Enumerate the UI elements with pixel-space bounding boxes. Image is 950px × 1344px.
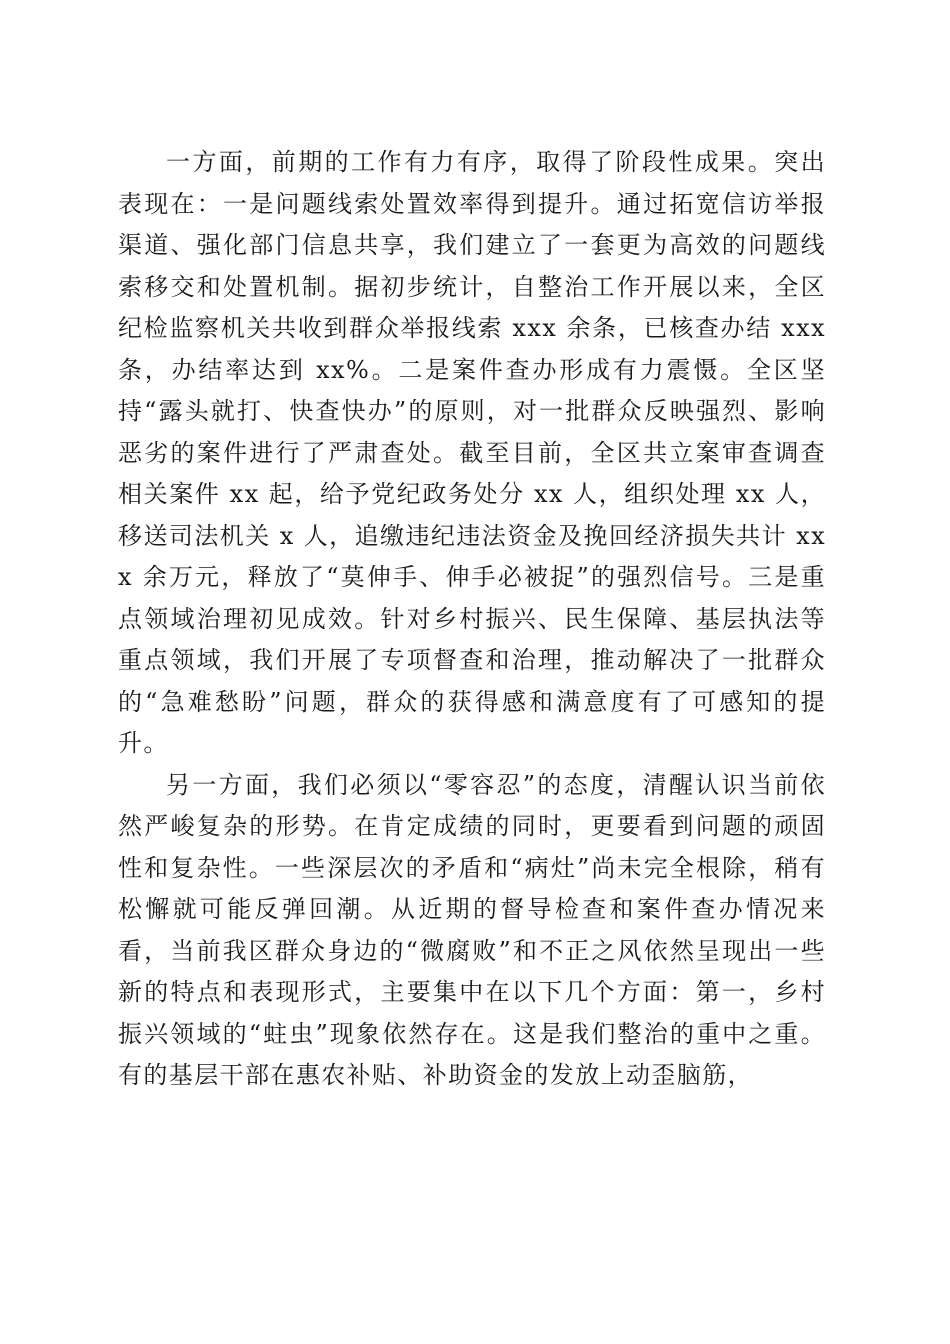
- document-body: [118, 142, 826, 1097]
- paragraph-challenges: 另一方面，我们必须以“零容忍”的态度，清醒认识当前依然严峻复杂的形势。在肯定成绩的同时，更要看到问题的顽固性和复杂性。一些深层次的矛盾和“病灶”尚未完全根除，稍有松懈就可能反弹回潮。从近期的督导检查和案件查办情况来看，当前我区群众身边的“微腐败”和不正之风依然呈现出一些新的特点和表现形式，主要集中在以下几个方面：第一，乡村振兴领域的“蛀虫”现象依然存在。这是我们整治的重中之重。有的基层干部在惠农补贴、补助资金的发放上动歪脑筋，: [118, 770, 826, 1089]
- paragraph-achievements: 一方面，前期的工作有力有序，取得了阶段性成果。突出表现在：一是问题线索处置效率得到提升。通过拓宽信访举报渠道、强化部门信息共享，我们建立了一套更为高效的问题线索移交和处置机制。据初步统计，自整治工作开展以来，全区纪检监察机关共收到群众举报线索 xxx 余条，已核查办结 xxx 条，办结率达到 xx%。二是案件查办形成有力震慑。全区坚持“露头就打、快查快办”的原则，对一批群众反映强烈、影响恶劣的案件进行了严肃查处。截至目前，全区共立案审查调查相关案件 xx 起，给予党纪政务处分 xx 人，组织处理 xx 人，移送司法机关 x 人，追缴违纪违法资金及挽回经济损失共计 xxx 余万元，释放了“莫伸手、伸手必被捉”的强烈信号。三是重点领域治理初见成效。针对乡村振兴、民生保障、基层执法等重点领域，我们开展了专项督查和治理，推动解决了一批群众的“急难愁盼”问题，群众的获得感和满意度有了可感知的提升。: [118, 148, 826, 757]
